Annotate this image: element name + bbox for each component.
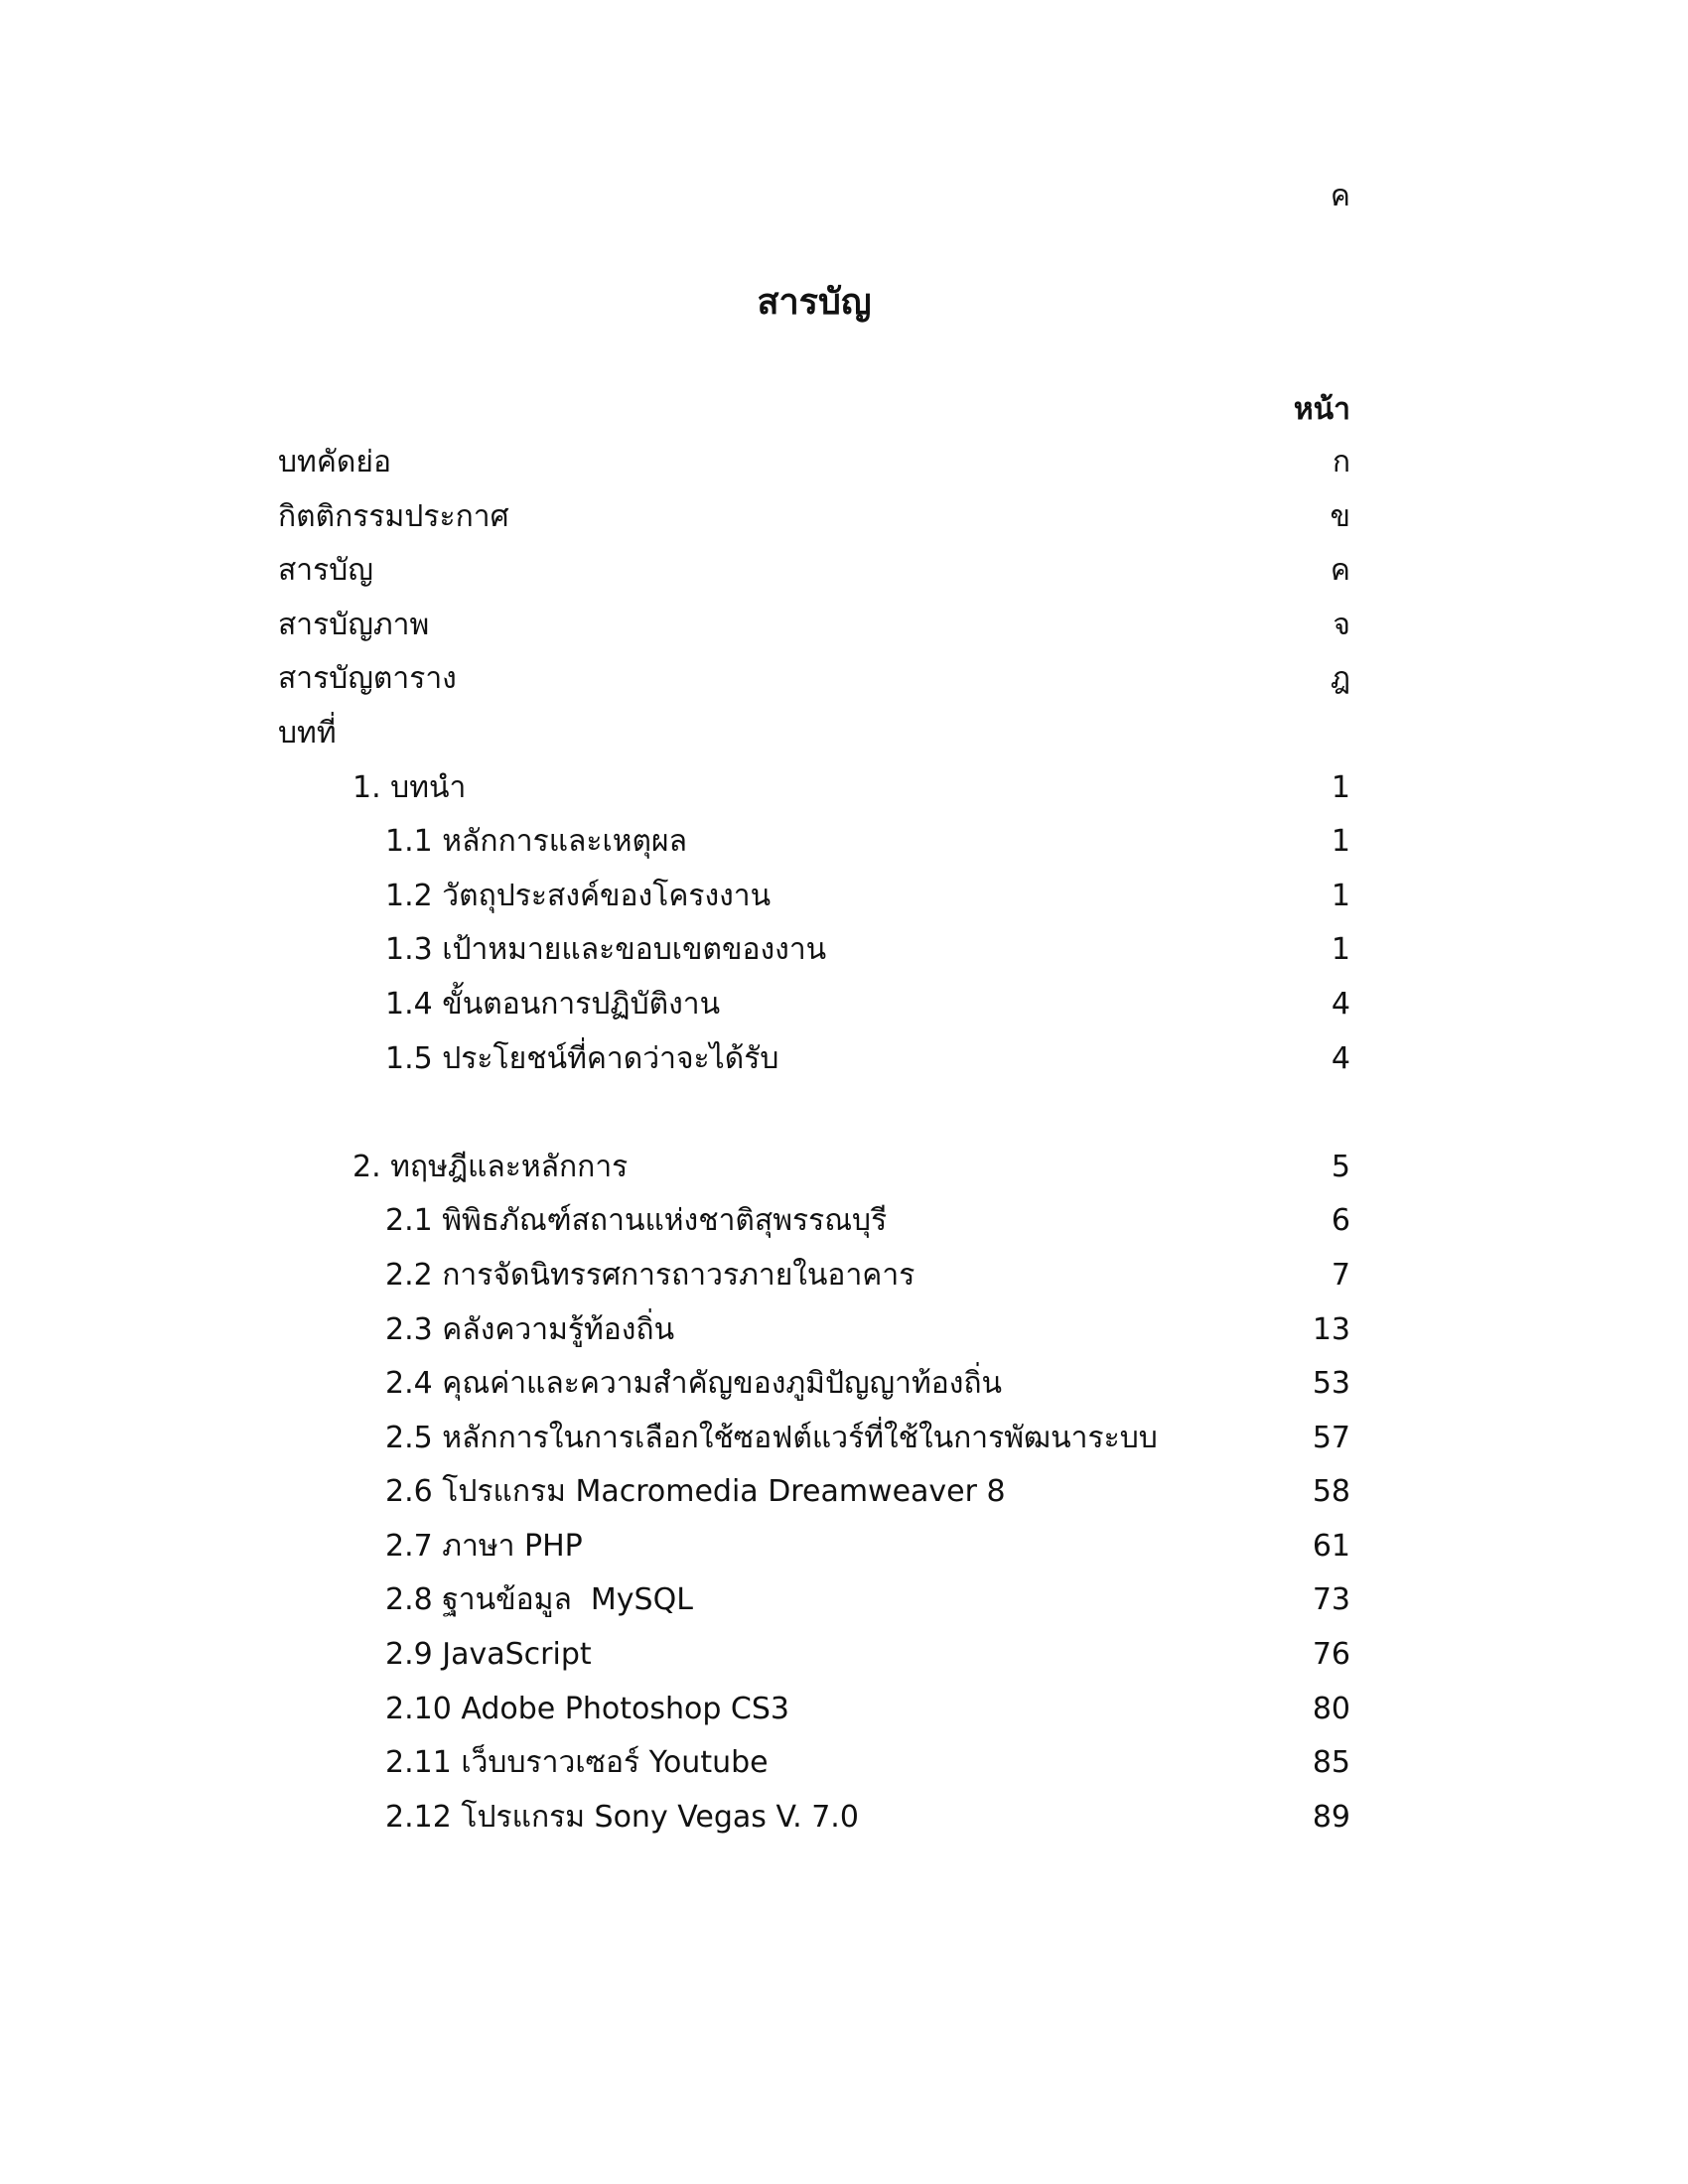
toc-section-2-5[interactable] [278,1419,1350,1473]
toc-entry-label: กิตติกรรมประกาศ [278,498,509,534]
toc-section-page: 53 [1312,1366,1350,1402]
toc-section-1-2[interactable] [278,877,1350,931]
toc-entry-label: สารบัญ [278,553,373,589]
toc-section-page: 13 [1312,1311,1350,1347]
toc-section-label: 2.11 เว็บบราวเซอร์ Youtube [385,1745,769,1781]
toc-entry-page: ข [1330,498,1350,534]
toc-title: สารบัญ [757,282,872,323]
toc-section-label: 2.6 โปรแกรม Macromedia Dreamweaver 8 [385,1474,1006,1510]
toc-section-label: 2.1 พิพิธภัณฑ์สถานแห่งชาติสุพรรณบุรี [385,1203,888,1239]
toc-section-label: 2.10 Adobe Photoshop CS3 [385,1691,789,1726]
toc-section-2-2[interactable] [278,1256,1350,1310]
toc-section-page: 80 [1312,1691,1350,1726]
toc-entry-label: สารบัญภาพ [278,607,430,642]
toc-section-page: 6 [1331,1203,1350,1239]
toc-section-page: 58 [1312,1474,1350,1510]
toc-section-2-9[interactable] [278,1635,1350,1690]
toc-entry-page: ฎ [1330,661,1350,697]
toc-section-label: 2.4 คุณค่าและความสำคัญของภูมิปัญญาท้องถิ่น [385,1366,1003,1402]
toc-section-page: 4 [1331,1040,1350,1076]
toc-section-2-10[interactable] [278,1690,1350,1744]
toc-section-2-11[interactable] [278,1743,1350,1798]
toc-entry-label: บทคัดย่อ [278,445,391,479]
toc-section-page: 61 [1312,1528,1350,1564]
toc-section-page: 1 [1331,824,1350,860]
toc-section-1-4[interactable] [278,985,1350,1039]
toc-section-label: 2.12 โปรแกรม Sony Vegas V. 7.0 [385,1799,859,1835]
toc-section-page: 1 [1331,932,1350,968]
toc-chapter-page: 1 [1331,769,1350,805]
toc-section-1-3[interactable] [278,930,1350,985]
toc-section-label: 2.8 ฐานข้อมูล MySQL [385,1582,693,1618]
toc-section-2-3[interactable] [278,1310,1350,1365]
toc-section-label: 1.1 หลักการและเหตุผล [385,824,687,860]
chapters-heading [278,714,1350,768]
toc-section-page: 4 [1331,986,1350,1022]
toc-section-2-1[interactable] [278,1201,1350,1256]
page-column-header: หน้า [1293,392,1350,427]
toc-section-2-8[interactable] [278,1580,1350,1635]
table-of-contents [278,443,1350,1851]
toc-section-label: 2.2 การจัดนิทรรศการถาวรภายในอาคาร [385,1257,915,1293]
toc-section-label: 1.2 วัตถุประสงค์ของโครงงาน [385,878,772,913]
toc-section-page: 76 [1312,1637,1350,1673]
toc-section-page: 7 [1331,1257,1350,1293]
toc-chapter-1[interactable] [278,768,1350,823]
toc-section-2-12[interactable] [278,1798,1350,1852]
toc-section-label: 2.9 JavaScript [385,1637,592,1673]
chapters-heading-label: บทที่ [278,715,337,751]
toc-chapter-2[interactable] [278,1148,1350,1202]
toc-entry-page: จ [1333,607,1350,642]
toc-section-label: 2.7 ภาษา PHP [385,1528,583,1564]
toc-entry-page: ค [1330,553,1350,589]
toc-entry-contents[interactable] [278,551,1350,606]
toc-section-label: 1.3 เป้าหมายและขอบเขตของงาน [385,932,827,968]
toc-section-1-5[interactable] [278,1039,1350,1094]
toc-section-1-1[interactable] [278,822,1350,877]
chapter-spacer [278,1093,1350,1148]
toc-entry-page: ก [1332,445,1350,479]
toc-section-label: 2.5 หลักการในการเลือกใช้ซอฟต์แวร์ที่ใช้ในการพัฒนาระบบ [385,1420,1158,1455]
toc-entry-label: สารบัญตาราง [278,661,457,697]
toc-chapter-label: 1. บทนำ [352,769,467,805]
page-number: ค [1330,179,1350,213]
toc-section-page: 85 [1312,1745,1350,1781]
toc-section-label: 1.4 ขั้นตอนการปฏิบัติงาน [385,986,721,1022]
toc-section-label: 1.5 ประโยชน์ที่คาดว่าจะได้รับ [385,1040,779,1076]
toc-entry-abstract[interactable] [278,443,1350,497]
toc-section-2-6[interactable] [278,1472,1350,1527]
toc-section-page: 1 [1331,878,1350,913]
toc-entry-list-of-figures[interactable] [278,606,1350,660]
toc-entry-list-of-tables[interactable] [278,659,1350,714]
toc-section-page: 73 [1312,1582,1350,1618]
toc-chapter-page: 5 [1331,1149,1350,1184]
toc-entry-acknowledgements[interactable] [278,497,1350,552]
toc-section-2-4[interactable] [278,1364,1350,1419]
toc-chapter-label: 2. ทฤษฎีและหลักการ [352,1149,629,1184]
toc-section-2-7[interactable] [278,1527,1350,1581]
toc-section-page: 57 [1312,1420,1350,1455]
toc-section-label: 2.3 คลังความรู้ท้องถิ่น [385,1311,675,1347]
toc-section-page: 89 [1312,1799,1350,1835]
